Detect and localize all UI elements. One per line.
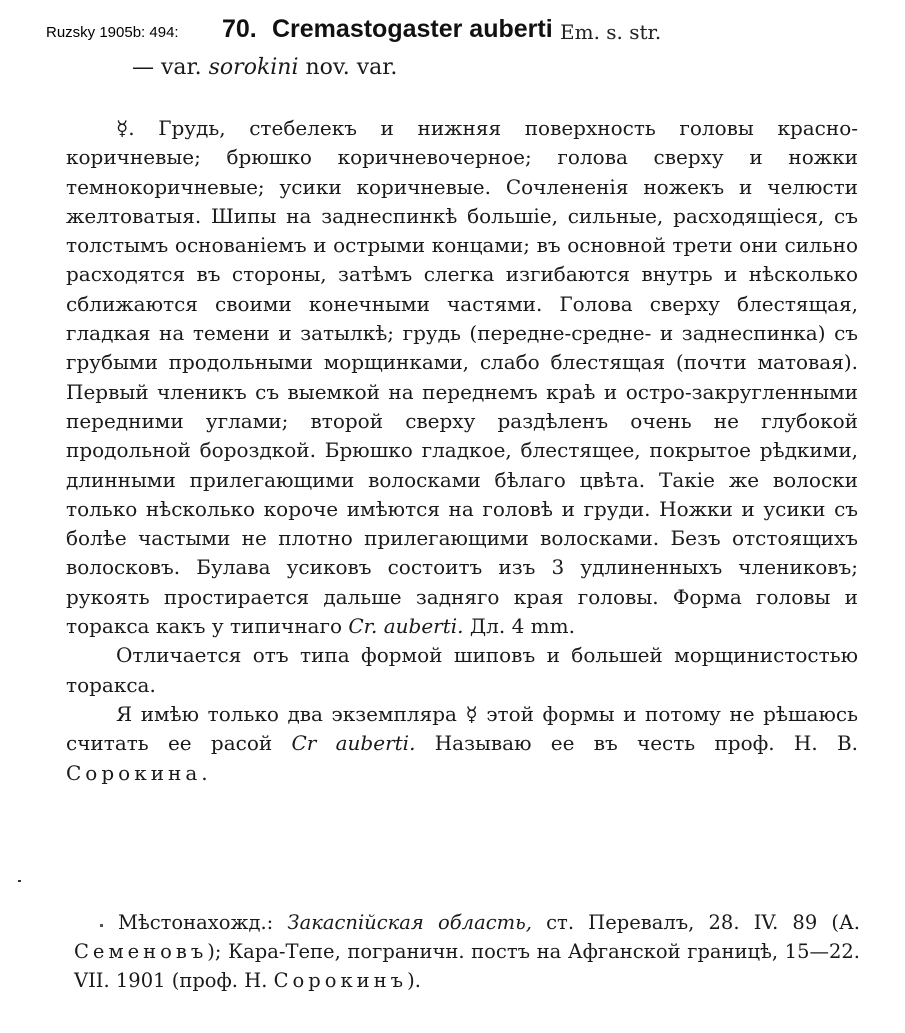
margin-mark — [18, 880, 21, 882]
locality — [74, 908, 860, 995]
description-paragraph-1 — [66, 114, 858, 641]
description-p1-length: Дл. 4 mm. — [469, 614, 575, 639]
locality-collector-1: Семеновъ — [74, 940, 208, 963]
species-number: 70. — [222, 15, 257, 43]
locality-text-2: ); Кара-Тепе, пограничн. постъ на Афганской границѣ, 15—22. VII. 1901 (проф. Н. — [74, 940, 860, 992]
locality-region: Закаспійская область, — [287, 911, 532, 934]
description-p3-taxon: Cr auberti. — [291, 731, 416, 756]
variety-dash: — — [132, 55, 154, 80]
description-paragraph-3 — [66, 700, 858, 788]
description-paragraph-2: Отличается отъ типа формой шиповъ и большей морщинистостью торакса. — [66, 643, 858, 697]
locality-collector-2: Сорокинъ — [273, 969, 408, 992]
variety-suffix: nov. var. — [305, 55, 398, 80]
variety-name: sorokini — [208, 55, 299, 80]
description-p1-text: ☿. Грудь, стебелекъ и нижняя поверхность головы красно-коричневые; брюшко коричневочерное; голова сверху и ножки темнокоричневые; усики коричневые. Сочлененія ножекъ и челюсти желтоватыя. Шипы на заднеспинкѣ большіе, сильные, расходящіеся, съ толстымъ основаніемъ и острыми концами; въ основной трети они сильно расходятся въ стороны, затѣмъ слегка изгибаются внутрь и нѣсколько сближаются своими конечными частями. Голова сверху блестящая, гладкая на темени и затылкѣ; грудь (передне-средне- и заднеспинка) съ грубыми продольными морщинками, слабо блестящая (почти матовая). Первый членикъ съ выемкой на переднемъ краѣ и остро-закругленными передними углами; второй сверху раздѣленъ очень не глубокой продольной бороздкой. Брюшко гладкое, блестящее, покрытое рѣдкими, длинными прилегающими волосками бѣлаго цвѣта. Такіе же волоски только нѣсколько короче имѣются на головѣ и груди. Ножки и усики съ болѣе частыми не плотно прилегающими волосками. Безъ отстоящихъ волосковъ. Булава усиковъ состоитъ изъ 3 удлиненныхъ члениковъ; рукоять простирается дальше задняго края головы. Форма головы и торакса какъ у типичнаго — [66, 116, 858, 639]
description-p3-dedication: Называю ее въ честь проф. Н. В. — [434, 731, 859, 756]
description-p3-name: Сорокина. — [66, 760, 212, 785]
locality-text-3: ). — [407, 969, 421, 992]
species-name: Cremastogaster auberti — [272, 15, 553, 43]
description-p1-taxon: Cr. auberti. — [348, 614, 464, 639]
locality-label: Мѣстонахожд.: — [118, 911, 274, 934]
description-p3-text: Я имѣю только два экземпляра ☿ этой формы и потому не рѣшаюсь считать ее расой — [66, 701, 858, 756]
description — [66, 114, 858, 788]
variety-line — [132, 55, 397, 80]
locality-text-1: ст. Перевалъ, 28. IV. 89 (А. — [546, 911, 860, 934]
variety-prefix: var. — [161, 55, 202, 80]
locality-paragraph — [74, 908, 860, 995]
species-author: Em. s. str. — [560, 20, 662, 44]
citation: Ruzsky 1905b: 494: — [46, 24, 179, 41]
header-line — [0, 8, 905, 48]
